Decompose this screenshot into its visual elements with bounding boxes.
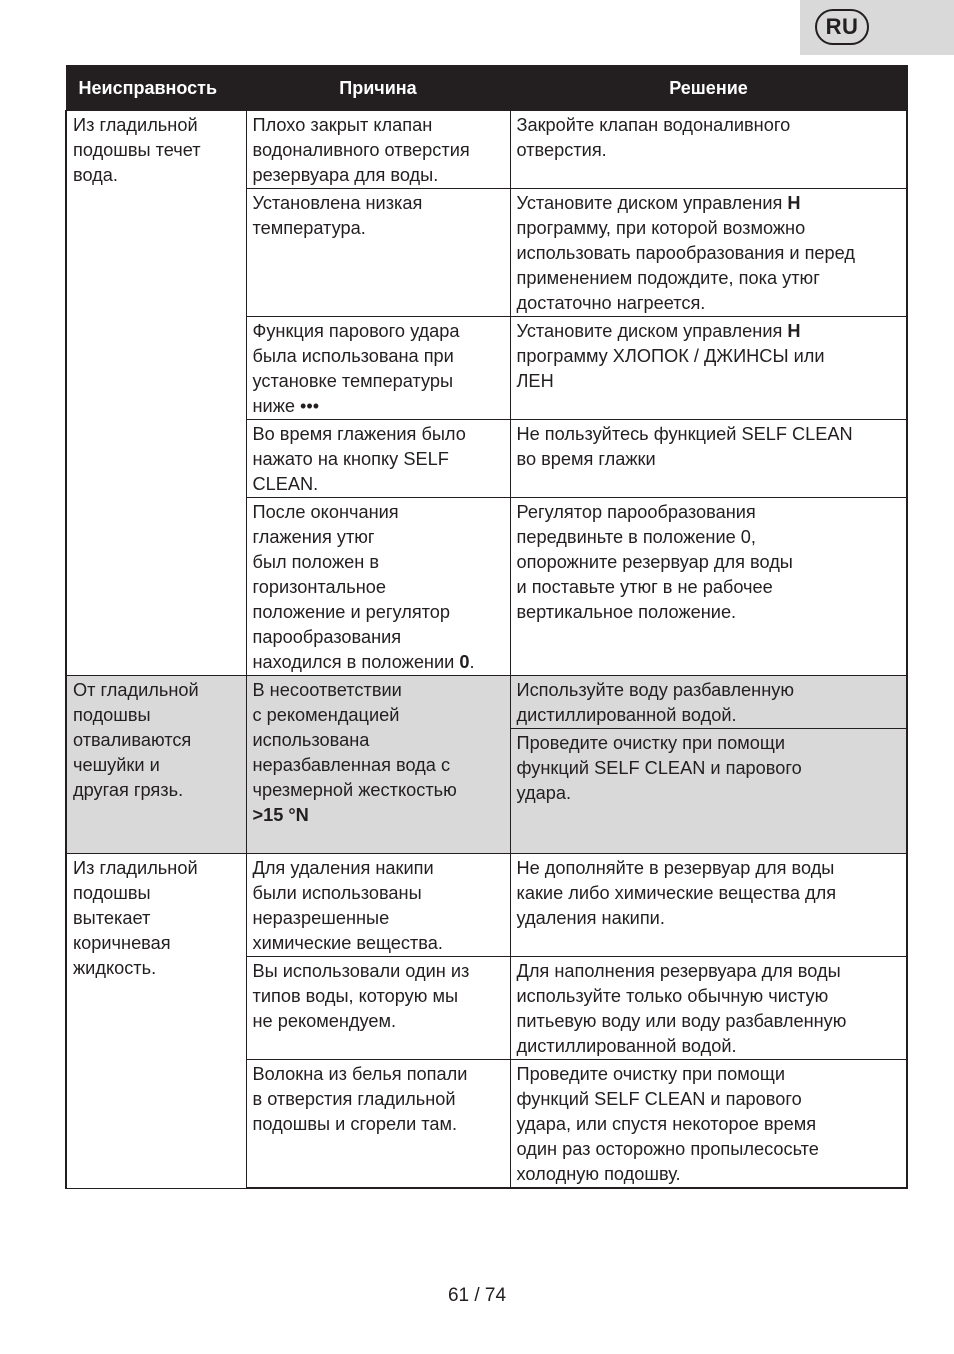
- cause-cell: Волокна из белья попали в отверстия гладильной подошвы и сгорели там.: [246, 1060, 510, 1189]
- problem-cell: Из гладильной подошвы течет вода.: [66, 111, 246, 676]
- cause-cell: В несоответствии с рекомендацией использована неразбавленная вода с чрезмерной жесткостью >15 °N: [246, 676, 510, 854]
- cause-cell: Во время глажения было нажато на кнопку SELF CLEAN.: [246, 420, 510, 498]
- language-badge: RU: [815, 9, 869, 45]
- solution-cell: Закройте клапан водоналивного отверстия.: [510, 111, 907, 189]
- cause-cell: Установлена низкая температура.: [246, 189, 510, 317]
- table-row: [66, 111, 907, 189]
- table-header-row: [66, 66, 907, 111]
- table-row: [66, 676, 907, 729]
- troubleshooting-table: [65, 65, 908, 1189]
- page-number: 61 / 74: [447, 1285, 507, 1306]
- problem-cell: От гладильной подошвы отваливаются чешуйки и другая грязь.: [66, 676, 246, 854]
- solution-cell: Используйте воду разбавленную дистиллированной водой.: [510, 676, 907, 729]
- solution-cell: Для наполнения резервуара для воды используйте только обычную чистую питьевую воду или воду разбавленную дистиллированной водой.: [510, 957, 907, 1060]
- solution-cell: Установите диском управления H программу, при которой возможно использовать парообразования и перед применением подождите, пока утюг достаточно нагреется.: [510, 189, 907, 317]
- cause-cell: Для удаления накипи были использованы неразрешенные химические вещества.: [246, 854, 510, 957]
- table-row: [66, 854, 907, 957]
- cause-cell: После окончания глажения утюг был положен в горизонтальное положение и регулятор парообразования находился в положении 0.: [246, 498, 510, 676]
- cause-cell: Плохо закрыт клапан водоналивного отверстия резервуара для воды.: [246, 111, 510, 189]
- solution-cell: Не пользуйтесь функцией SELF CLEAN во время глажки: [510, 420, 907, 498]
- solution-cell: Проведите очистку при помощи функций SELF CLEAN и парового удара.: [510, 729, 907, 854]
- solution-cell: Регулятор парообразования передвиньте в положение 0, опорожните резервуар для воды и поставьте утюг в не рабочее вертикальное положение.: [510, 498, 907, 676]
- cause-cell: Вы использовали один из типов воды, которую мы не рекомендуем.: [246, 957, 510, 1060]
- cause-cell: Функция парового удара была использована при установке температуры ниже •••: [246, 317, 510, 420]
- solution-cell: Не дополняйте в резервуар для воды какие либо химические вещества для удаления накипи.: [510, 854, 907, 957]
- header-cause: Причина: [246, 66, 510, 111]
- header-solution: Решение: [510, 66, 907, 111]
- header-fault: Неисправность: [66, 66, 246, 111]
- solution-cell: Проведите очистку при помощи функций SELF CLEAN и парового удара, или спустя некоторое время один раз осторожно пропылесосьте холодную подошву.: [510, 1060, 907, 1189]
- solution-cell: Установите диском управления H программу ХЛОПОК / ДЖИНСЫ или ЛЕН: [510, 317, 907, 420]
- problem-cell: Из гладильной подошвы вытекает коричневая жидкость.: [66, 854, 246, 1189]
